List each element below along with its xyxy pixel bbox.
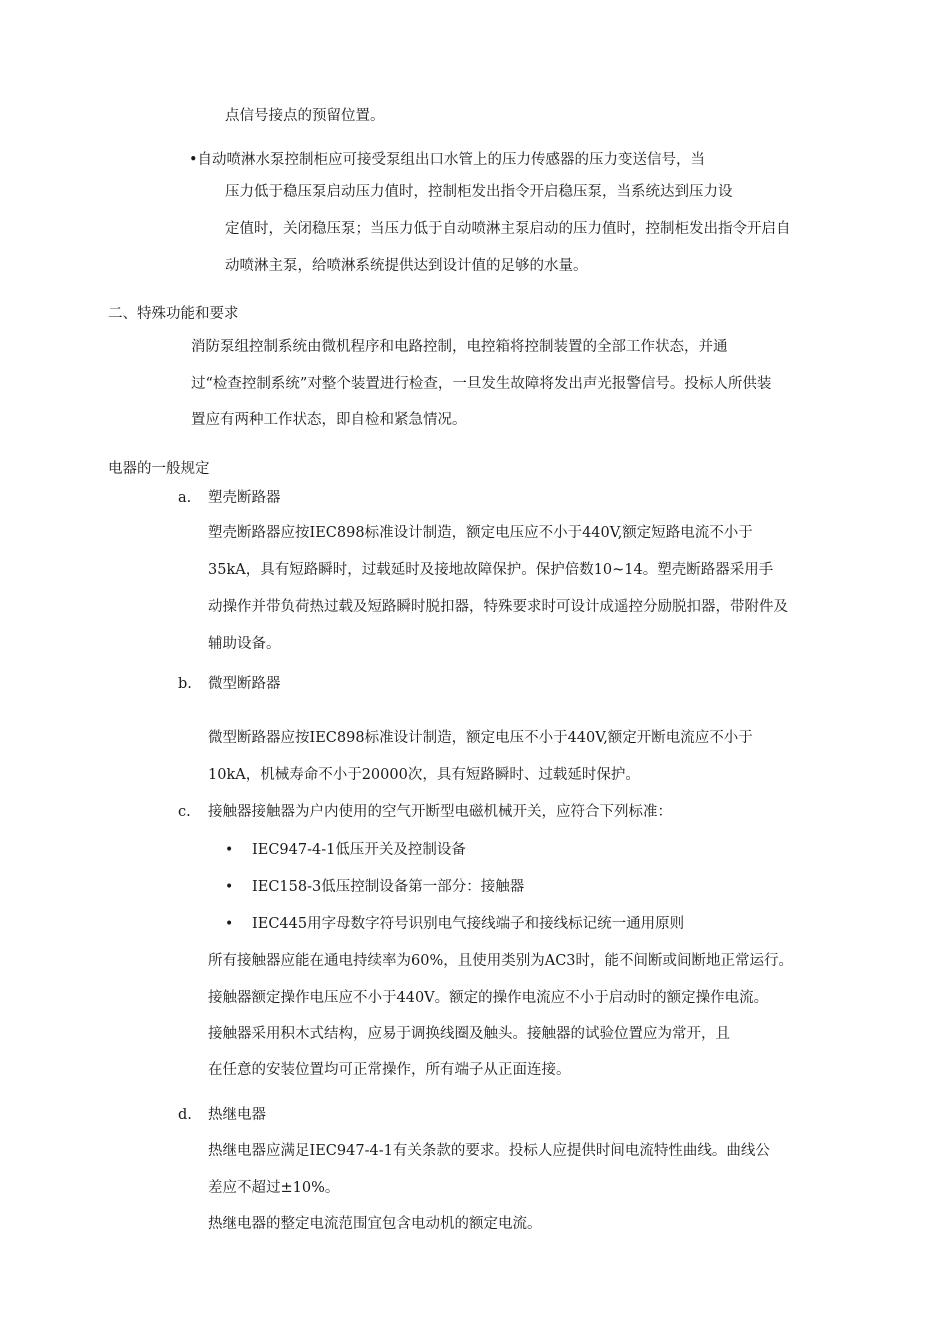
item-b-label: b. [178, 676, 192, 692]
section2-paragraph-line-3: 置应有两种工作状态，即自检和紧急情况。 [191, 412, 467, 428]
intro-line-5: 动喷淋主泵，给喷淋系统提供达到设计值的足够的水量。 [225, 258, 588, 274]
item-c-standard-1: IEC947-4-1低压开关及控制设备 [252, 842, 466, 858]
item-c-label: c. [178, 804, 191, 820]
item-c-line-1: 所有接触器应能在通电持续率为60%，且使用类别为AC3时，能不间断或间断地正常运行。 [208, 953, 794, 969]
intro-line-1: 点信号接点的预留位置。 [225, 108, 385, 124]
bullet-marker: • [225, 916, 234, 932]
item-d-line-1: 热继电器应满足IEC947-4-1有关条款的要求。投标人应提供时间电流特性曲线。曲线公 [208, 1143, 770, 1159]
item-c-line-3: 接触器采用积木式结构，应易于调换线圈及触头。接触器的试验位置应为常开，且 [208, 1026, 730, 1042]
item-a-line-4: 辅助设备。 [208, 636, 281, 652]
item-b-title: 微型断路器 [208, 676, 281, 692]
item-a-line-1: 塑壳断路器应按IEC898标准设计制造，额定电压应不小于440V,额定短路电流不小于 [208, 525, 753, 541]
item-a-line-2: 35kA，具有短路瞬时，过载延时及接地故障保护。保护倍数10~14。塑壳断路器采用手 [208, 562, 774, 578]
bullet-marker: • [225, 879, 234, 895]
item-b-line-2: 10kA，机械寿命不小于20000次，具有短路瞬时、过载延时保护。 [208, 767, 640, 783]
intro-line-2: •自动喷淋水泵控制柜应可接受泵组出口水管上的压力传感器的压力变送信号，当 [189, 152, 706, 168]
item-c-line-2: 接触器额定操作电压应不小于440V。额定的操作电流应不小于启动时的额定操作电流。 [208, 990, 769, 1006]
intro-line-3: 压力低于稳压泵启动压力值时，控制柜发出指令开启稳压泵，当系统达到压力设 [225, 184, 733, 200]
item-c-standard-3: IEC445用字母数字符号识别电气接线端子和接线标记统一通用原则 [252, 916, 685, 932]
item-a-title: 塑壳断路器 [208, 490, 281, 506]
item-c-standard-2: IEC158-3低压控制设备第一部分：接触器 [252, 879, 525, 895]
item-d-title: 热继电器 [208, 1107, 266, 1123]
item-c-title: 接触器接触器为户内使用的空气开断型电磁机械开关，应符合下列标准： [208, 804, 672, 820]
item-d-line-2: 差应不超过±10%。 [208, 1180, 340, 1196]
section-heading-general-provisions: 电器的一般规定 [108, 461, 210, 477]
section-heading-special-functions: 二、特殊功能和要求 [108, 306, 239, 322]
item-a-line-3: 动操作并带负荷热过载及短路瞬时脱扣器，特殊要求时可设计成遥控分励脱扣器，带附件及 [208, 599, 788, 615]
item-d-line-3: 热继电器的整定电流范围宜包含电动机的额定电流。 [208, 1216, 542, 1232]
item-c-line-4: 在任意的安装位置均可正常操作，所有端子从正面连接。 [208, 1062, 571, 1078]
section2-paragraph-line-1: 消防泵组控制系统由微机程序和电路控制，电控箱将控制装置的全部工作状态，并通 [191, 339, 728, 355]
bullet-marker: • [225, 842, 234, 858]
item-d-label: d. [178, 1107, 192, 1123]
section2-paragraph-line-2: 过“检查控制系统”对整个装置进行检查，一旦发生故障将发出声光报警信号。投标人所供装 [191, 376, 772, 392]
item-a-label: a. [178, 490, 192, 506]
item-b-line-1: 微型断路器应按IEC898标准设计制造，额定电压不小于440V,额定开断电流应不小于 [208, 730, 753, 746]
intro-line-4: 定值时，关闭稳压泵；当压力低于自动喷淋主泵启动的压力值时，控制柜发出指令开启自 [225, 221, 791, 237]
